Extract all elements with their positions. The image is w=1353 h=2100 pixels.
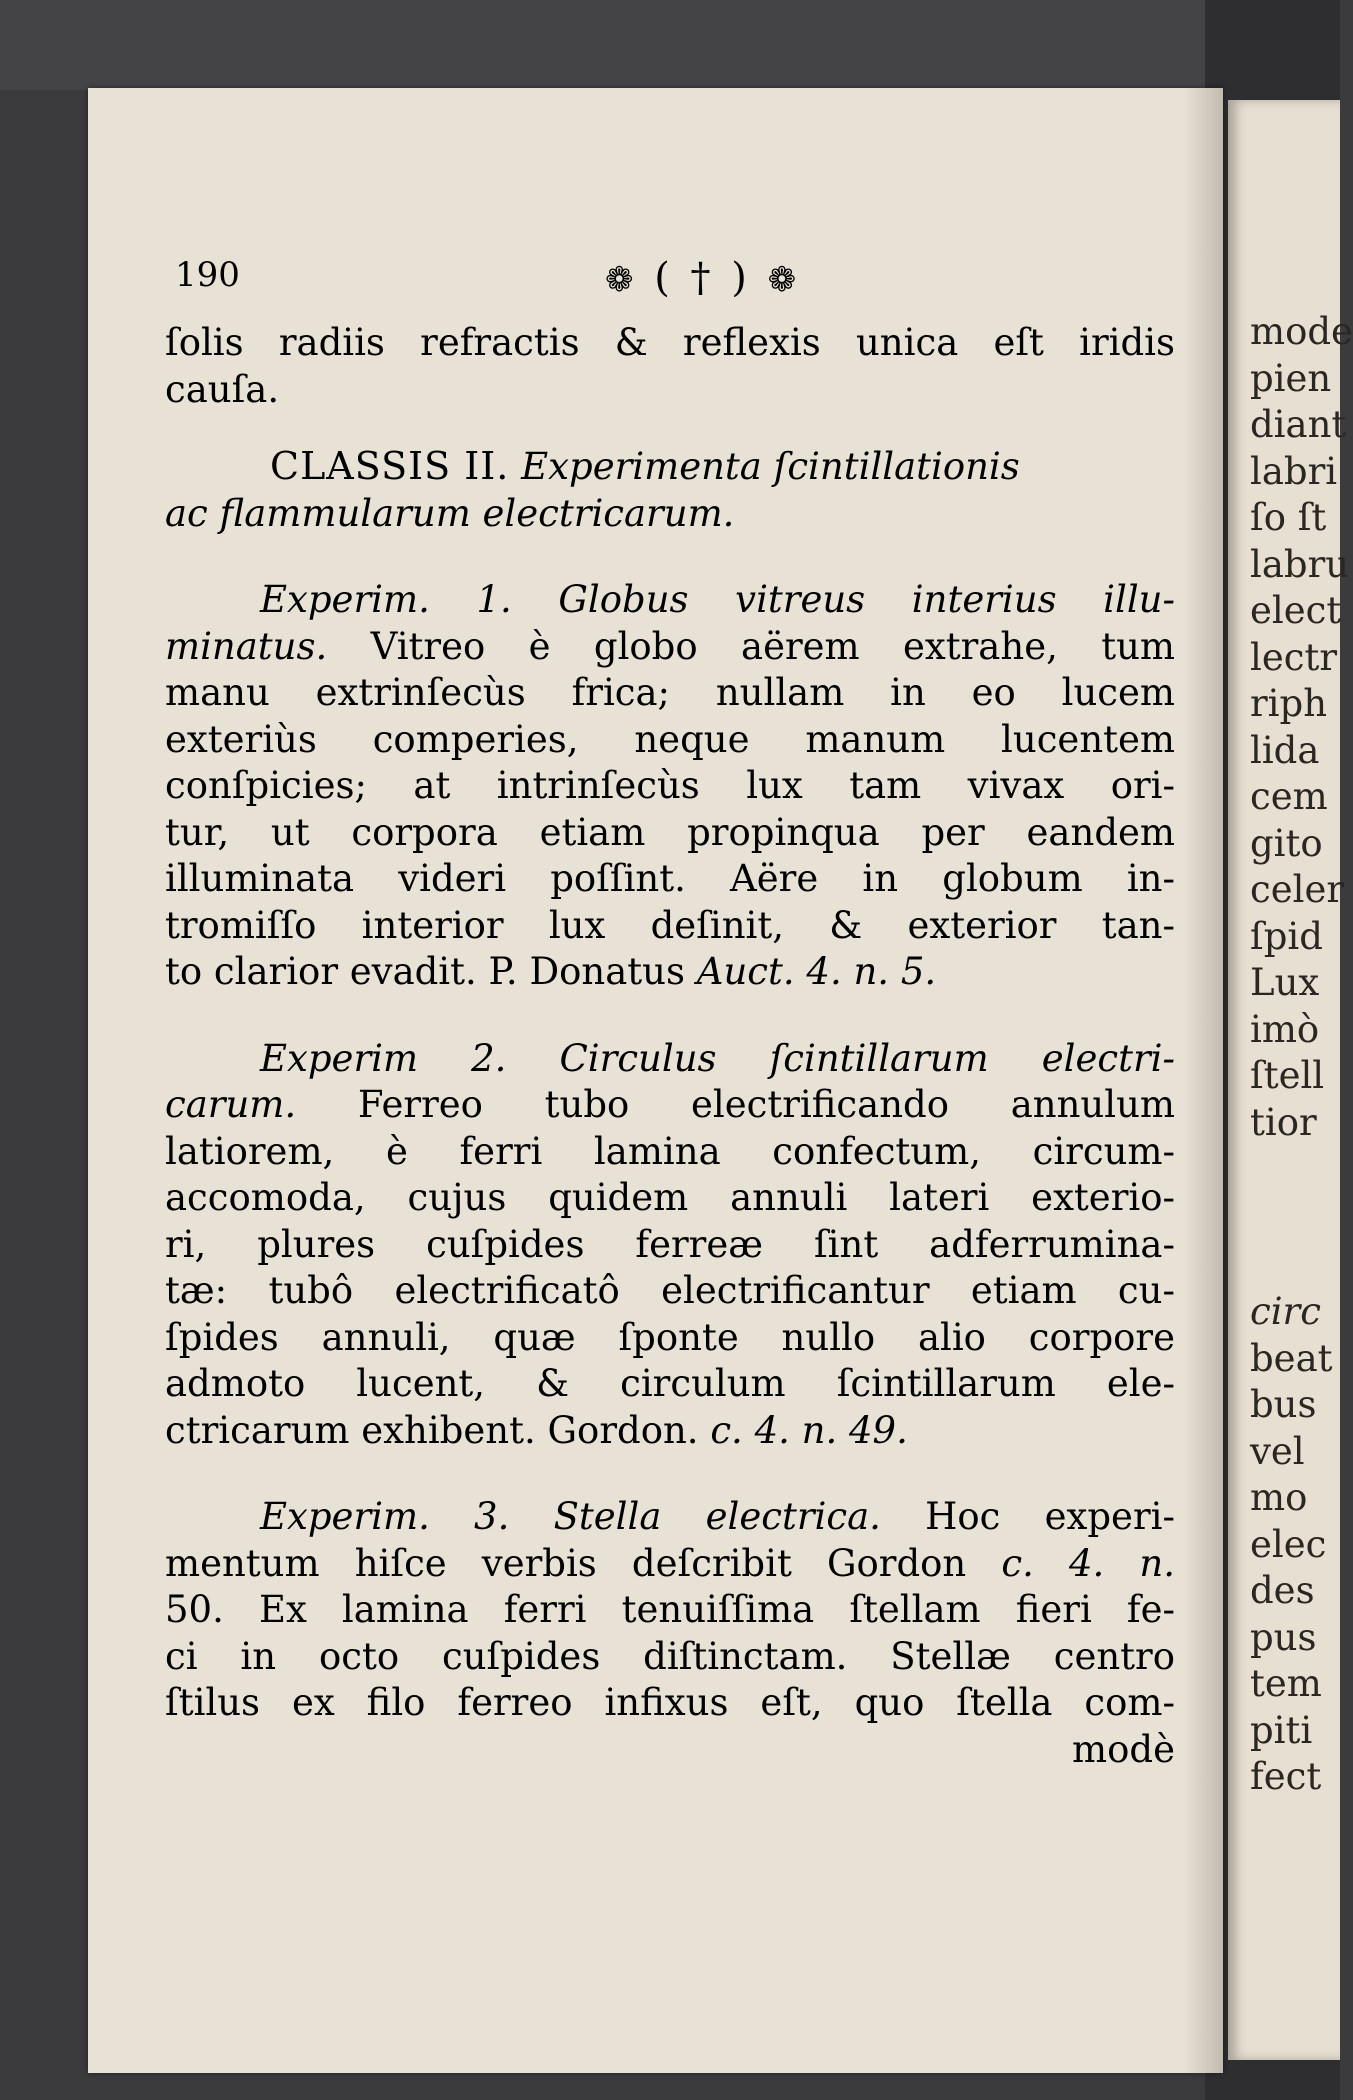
experiment-paragraph — [165, 1036, 1175, 1455]
facing-page-fragment: ſtell — [1250, 1054, 1325, 1097]
page-number: 190 — [175, 255, 240, 295]
running-head — [605, 255, 800, 301]
facing-page-fragment: piti — [1250, 1708, 1313, 1752]
facing-page-fragment: lida — [1250, 728, 1320, 772]
text-line: ctricarum exhibent. Gordon. — [165, 1408, 699, 1452]
flower-ornament-icon: ❁ — [605, 260, 638, 300]
text-line: latiorem, è ferri lamina confectum, circum- — [165, 1129, 1175, 1173]
text-line: ci in octo cuſpides diſtinctam. Stellæ centro — [165, 1634, 1175, 1678]
facing-page-fragment: labru — [1250, 542, 1350, 586]
facing-page-fragment: pus — [1250, 1615, 1317, 1659]
text-line: 50. Ex lamina ferri tenuiſſima ſtellam fieri fe- — [165, 1588, 1175, 1631]
facing-page-fragment: cem — [1250, 775, 1328, 818]
facing-page-fragment: mode — [1250, 310, 1353, 353]
section-heading — [165, 443, 1175, 537]
text-line: cauſa. — [165, 367, 280, 411]
text-line: admoto lucent, & circulum ſcintillarum ele- — [165, 1362, 1175, 1405]
section-heading-italic: ac flammularum electricarum. — [165, 491, 735, 535]
text-line: tæ: tubô electrificatô electrificantur etiam cu- — [165, 1269, 1175, 1312]
facing-page-fragment: tior — [1250, 1100, 1317, 1144]
experiment-title: Circulus ſcintillarum electri- — [559, 1036, 1175, 1080]
text-line: ſpides annuli, quæ ſponte nullo alio corpore — [165, 1315, 1175, 1359]
text-line: conſpicies; at intrinſecùs lux tam vivax ori- — [165, 764, 1175, 807]
text-line: illuminata videri poſſint. Aëre in globum in- — [165, 857, 1175, 900]
facing-page-edge — [1228, 100, 1353, 2060]
text-line: to clarior evadit. P. Donatus — [165, 950, 685, 993]
intro-paragraph — [165, 320, 1175, 413]
text-line: tromiſſo interior lux deſinit, & exterior tan- — [165, 903, 1175, 947]
text-line: Vitreo è globo aërem extrahe, tum — [370, 624, 1175, 668]
citation: c. 4. n. — [1001, 1541, 1176, 1585]
facing-page-fragment: bus — [1250, 1383, 1317, 1426]
text-line: tur, ut corpora etiam propinqua per eandem — [165, 810, 1175, 854]
running-title: ( † ) — [654, 255, 751, 301]
page-header — [175, 255, 1165, 305]
citation: c. 4. n. 49. — [710, 1408, 908, 1452]
facing-page-fragment: gito — [1250, 821, 1323, 865]
page-body — [165, 320, 1175, 1773]
experiment-title: Globus vitreus interius illu- — [558, 578, 1175, 621]
facing-page-fragment: elec — [1250, 1522, 1327, 1566]
text-line: exteriùs comperies, neque manum lucentem — [165, 717, 1175, 761]
facing-page-fragment: tem — [1250, 1662, 1322, 1705]
flower-ornament-icon: ❁ — [767, 260, 801, 300]
text-line: accomoda, cujus quidem annuli lateri exterio- — [165, 1176, 1175, 1219]
facing-page-fragment: des — [1250, 1569, 1315, 1612]
facing-page-fragment: imò — [1250, 1007, 1320, 1051]
text-line: ſolis radiis refractis & reflexis unica eſt iridis — [165, 321, 1175, 364]
facing-page-fragment: labri — [1250, 449, 1338, 493]
facing-page-fragment: riph — [1250, 682, 1328, 725]
facing-page-fragment: Lux — [1250, 961, 1320, 1004]
text-line: ri, plures cuſpides ferreæ ſint adferrumina- — [165, 1222, 1175, 1266]
text-line: manu extrinſecùs frica; nullam in eo lucem — [165, 671, 1175, 714]
citation: Auct. 4. n. 5. — [696, 950, 937, 993]
facing-page-fragment: pien — [1250, 356, 1332, 400]
experiment-label: Experim 2. — [260, 1036, 507, 1080]
text-line: ſtilus ex filo ferreo infixus eſt, quo ſtella com- — [165, 1681, 1175, 1724]
experiment-label: Experim. 1. — [260, 578, 512, 621]
experiment-paragraph — [165, 1494, 1175, 1773]
facing-page-fragment: elect — [1250, 589, 1342, 632]
page-gutter-shadow — [1183, 88, 1223, 2073]
experiment-paragraph — [165, 577, 1175, 996]
experiment-title: minatus. — [165, 624, 328, 668]
experiment-title: carum. — [165, 1083, 297, 1126]
section-heading-caps: CLASSIS II. — [270, 444, 510, 488]
facing-page-fragment: celer — [1250, 868, 1345, 911]
facing-page-fragment: ſpid — [1250, 914, 1323, 958]
facing-page-fragment: vel — [1250, 1429, 1305, 1473]
facing-page-fragment: beat — [1250, 1336, 1333, 1380]
facing-page-fragment: mo — [1250, 1476, 1308, 1519]
facing-page-fragment: lectr — [1250, 635, 1338, 679]
text-line: mentum hiſce verbis deſcribit Gordon — [165, 1541, 967, 1585]
experiment-label: Experim. 3. — [260, 1495, 510, 1538]
facing-page-fragment: circ — [1250, 1290, 1321, 1333]
facing-page-fragment: ſo ſt — [1250, 496, 1327, 539]
facing-page-fragment: fect — [1250, 1755, 1322, 1798]
text-line: Hoc experi- — [925, 1495, 1175, 1538]
catchword: modè — [1072, 1727, 1175, 1771]
section-heading-italic: Experimenta ſcintillationis — [521, 445, 1020, 488]
experiment-title: Stella electrica. — [553, 1495, 881, 1538]
backdrop — [0, 0, 1340, 90]
text-line: Ferreo tubo electrificando annulum — [357, 1083, 1175, 1126]
facing-page-fragment: diant — [1250, 403, 1347, 446]
